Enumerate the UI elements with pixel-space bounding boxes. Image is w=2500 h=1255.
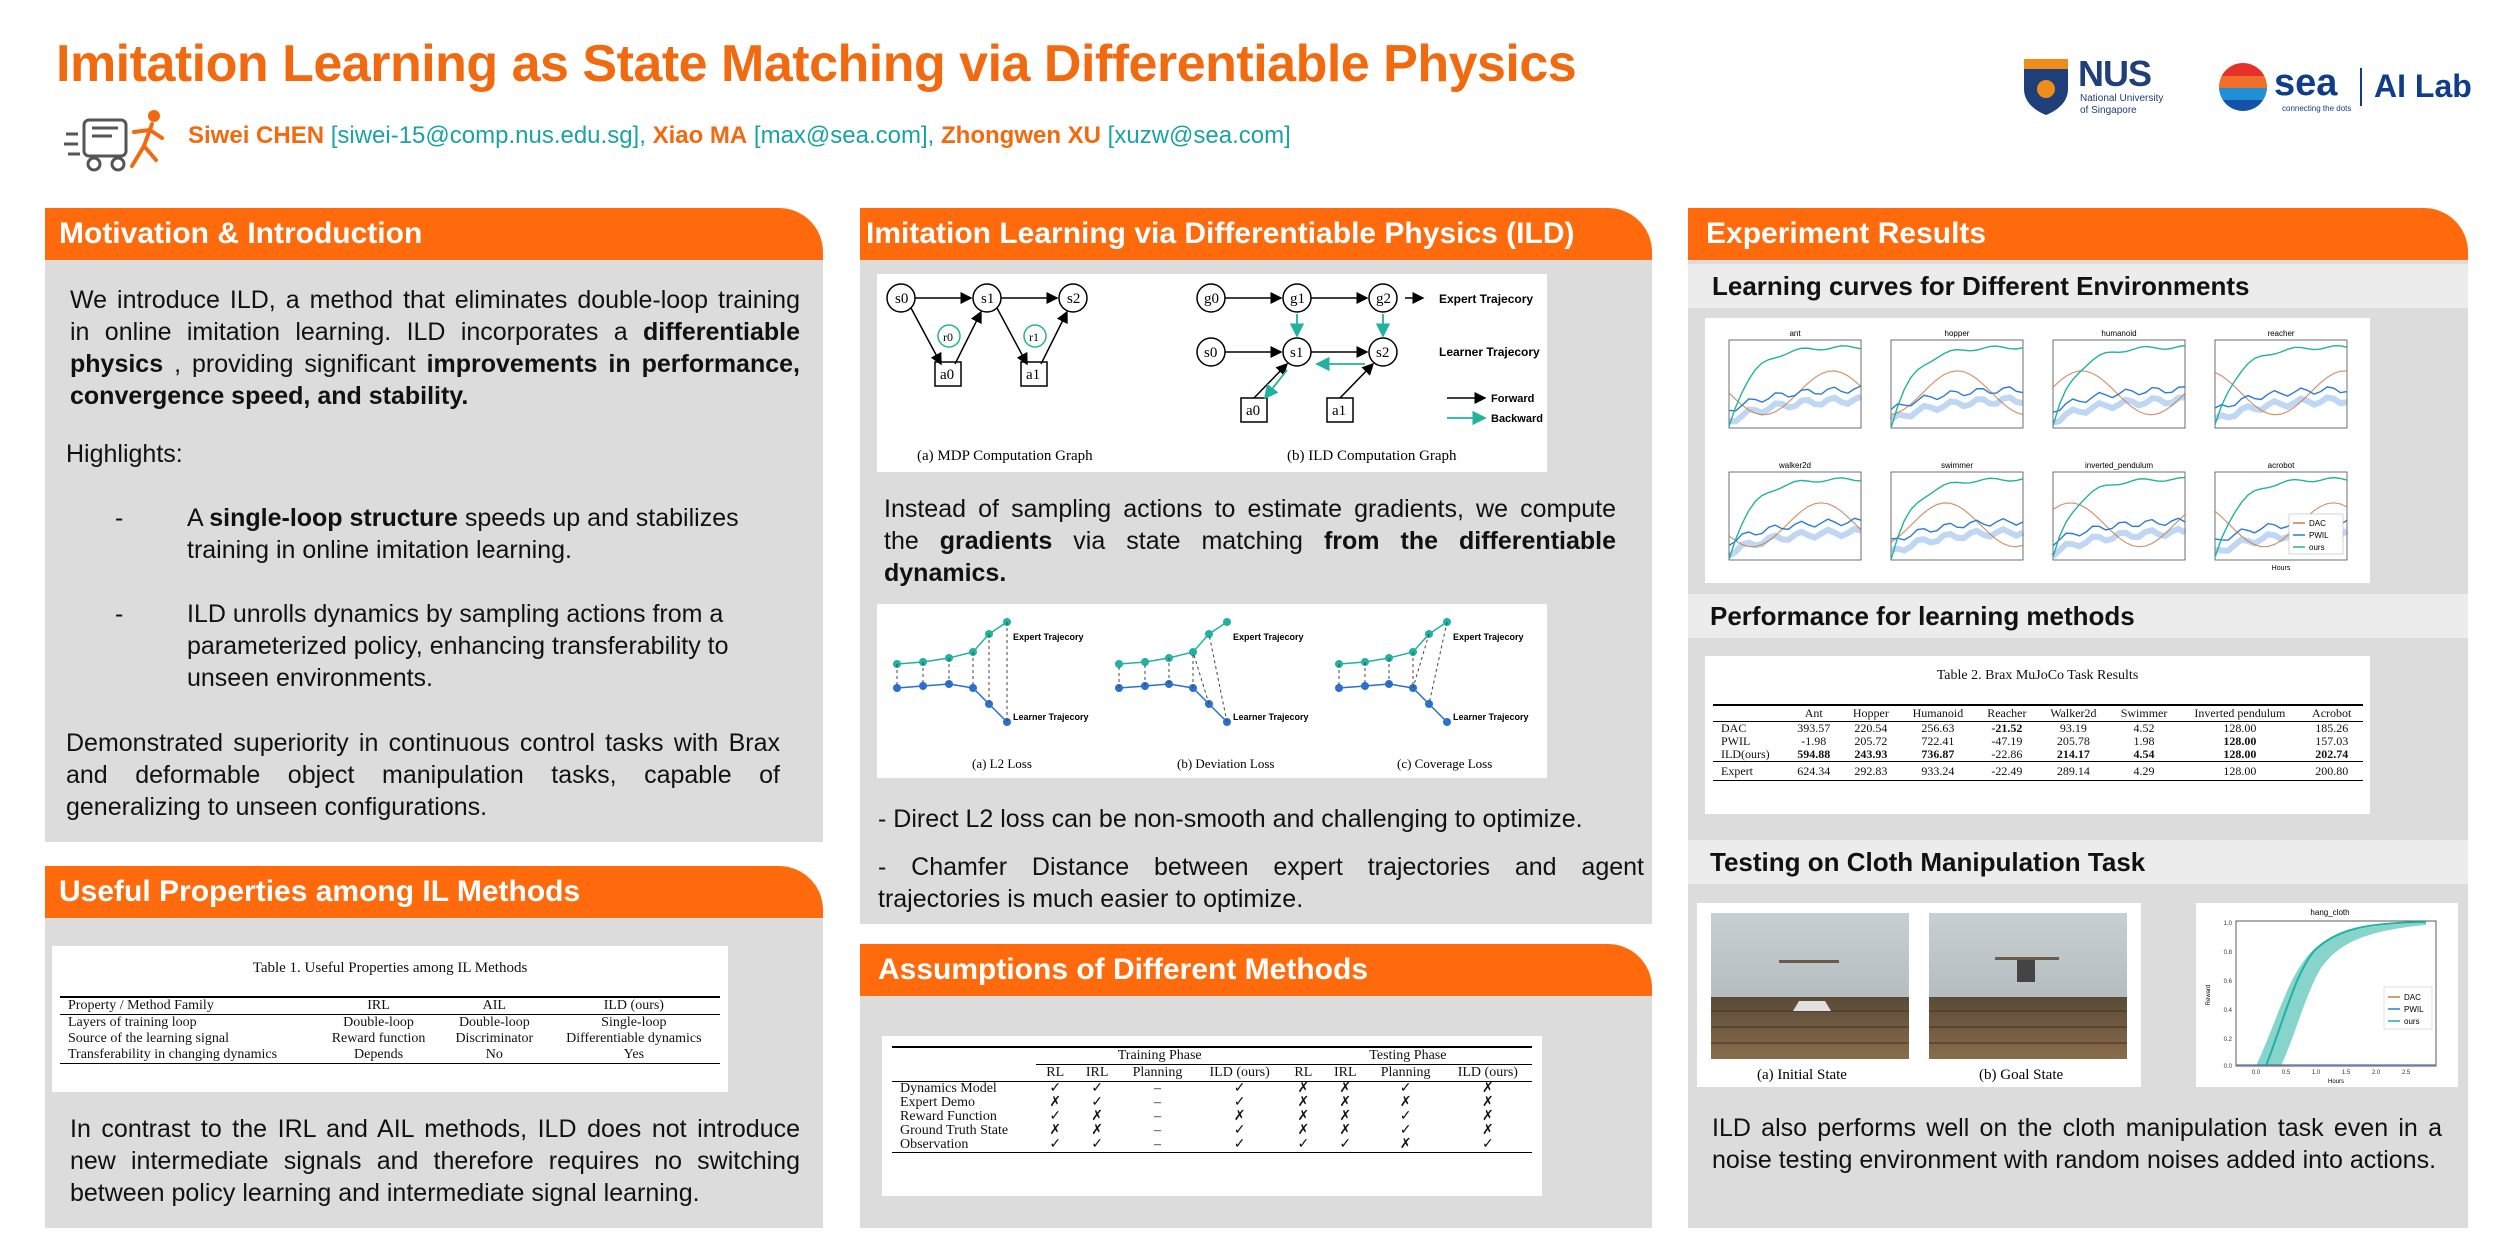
row-label: Dynamics Model (900, 1081, 997, 1096)
graph-caption: (a) MDP Computation Graph (917, 448, 1093, 464)
assumptions-body (892, 1082, 1532, 1153)
sea-wordmark: sea (2274, 62, 2338, 104)
table-row (60, 1031, 720, 1047)
graph-node-label: s2 (1376, 345, 1390, 361)
highlight-bullet (115, 502, 780, 572)
graph-node-label: g1 (1290, 291, 1305, 307)
loss-expert-label: Expert Trajecory (1453, 632, 1524, 642)
cloth-legend (2384, 987, 2432, 1029)
motivation-heading: Motivation & Introduction (45, 208, 823, 260)
table-header: IRL (1085, 1065, 1109, 1080)
author-list (188, 122, 1291, 150)
table-cell: ✓ (1091, 1081, 1103, 1096)
author-sep: , (639, 122, 653, 149)
graph-node-label: a1 (1332, 403, 1347, 419)
table-cell: 594.88 (1797, 747, 1831, 761)
cloth-text: ILD also performs well on the cloth manipulation task even in a noise testing environment with random noises added into actions. (1712, 1114, 2442, 1174)
table-cell: No (485, 1047, 503, 1062)
loss-expert-label: Expert Trajecory (1233, 632, 1304, 642)
table-header: Reacher (1987, 706, 2027, 720)
forward-label: Forward (1491, 393, 1535, 405)
graph-node-label: s0 (895, 291, 909, 307)
table1 (60, 996, 720, 1064)
nus-subtitle: National University (2080, 93, 2164, 104)
table-cell: 933.24 (1921, 764, 1955, 778)
coverage-loss-diagram (1335, 618, 1529, 726)
table-header: ILD (ours) (1209, 1065, 1270, 1080)
intro-bold: differentiable physics (70, 318, 800, 378)
ild-heading: Imitation Learning via Differentiable Physics (ILD) (860, 208, 1652, 260)
table-row (1713, 748, 2363, 762)
table-header: Inverted pendulum (2194, 706, 2286, 720)
initial-state-image (1711, 913, 1909, 1059)
table-header: AIL (482, 998, 506, 1013)
plot-title: walker2d (1778, 461, 1812, 470)
svg-text:0.4: 0.4 (2223, 1008, 2232, 1014)
loss-expert-label: Expert Trajecory (1013, 632, 1084, 642)
table-cell: ✗ (1091, 1123, 1103, 1138)
author-email[interactable]: [siwei-15@comp.nus.edu.sg] (330, 122, 640, 149)
table-cell: Reward function (331, 1031, 426, 1046)
svg-text:0.0: 0.0 (2223, 1064, 2232, 1070)
loss-caption: (c) Coverage Loss (1397, 756, 1493, 771)
table-cell: 185.26 (2315, 721, 2349, 735)
svg-text:0.8: 0.8 (2223, 950, 2232, 956)
author-name: Xiao MA (652, 122, 748, 149)
bullet-dash: - (115, 600, 124, 628)
table-cell: Double-loop (458, 1015, 530, 1030)
table-cell: Depends (354, 1047, 404, 1062)
legend-label: ours (2404, 1017, 2420, 1026)
ild-text (884, 493, 1616, 589)
loss-caption: (b) Deviation Loss (1177, 756, 1275, 771)
l2-loss-diagram (893, 618, 1089, 726)
motivation-intro (70, 284, 800, 412)
table-cell: 1.98 (2133, 734, 2155, 748)
table-cell: Discriminator (455, 1031, 534, 1046)
plot-title: swimmer (1941, 461, 1973, 470)
table-row (892, 1124, 1532, 1138)
table-cell: 289.14 (2056, 764, 2090, 778)
table-cell: 157.03 (2315, 734, 2349, 748)
table-header: Planning (1380, 1065, 1431, 1080)
table-row (892, 1082, 1532, 1097)
table-cell: ✓ (1233, 1123, 1246, 1138)
backward-label: Backward (1491, 413, 1543, 425)
table-cell: ✗ (1339, 1123, 1352, 1138)
table-header: ILD (ours) (603, 998, 664, 1013)
sea-ai-lab-logo (2218, 62, 2478, 122)
motivation-outro: Demonstrated superiority in continuous control tasks with Brax and deformable object manipulation tasks, capable of generalizing to unseen configurations. (66, 729, 780, 821)
legend-label: PWIL (2404, 1005, 2424, 1014)
plot-title: humanoid (2101, 329, 2137, 338)
learning-curve-plot (1729, 461, 1861, 560)
nus-logo (2020, 55, 2180, 125)
bullet-text-part: A (187, 504, 210, 532)
table-cell: 220.54 (1854, 721, 1888, 735)
row-label: Reward Function (900, 1109, 997, 1124)
table-cell: PWIL (1721, 734, 1751, 748)
table-cell: ✓ (1233, 1095, 1246, 1110)
graph-node-label: r1 (1029, 330, 1039, 344)
table-cell: Layers of training loop (68, 1015, 197, 1030)
ild-text-bold: from the differentiable dynamics. (884, 527, 1616, 587)
table-cell: ✗ (1049, 1095, 1062, 1110)
table-header: Acrobot (2312, 706, 2352, 720)
table-header: Humanoid (1912, 706, 1964, 720)
table1-caption: Table 1. Useful Properties among IL Methods (252, 960, 528, 976)
legend-label: DAC (2309, 519, 2326, 528)
table-cell: – (1153, 1123, 1161, 1138)
table-cell: 128.00 (2223, 764, 2257, 778)
sea-tagline: connecting the dots (2282, 104, 2352, 113)
graph-node-label: s1 (981, 291, 995, 307)
cloth-subheading: Testing on Cloth Manipulation Task (1688, 840, 2468, 884)
table-cell: -47.19 (1991, 734, 2023, 748)
table-header: Planning (1132, 1065, 1183, 1080)
table-cell: ✓ (1091, 1137, 1103, 1152)
table-cell: -21.52 (1991, 721, 2023, 735)
table-cell: 736.87 (1921, 747, 1955, 761)
table2-caption: Table 2. Brax MuJoCo Task Results (1936, 668, 2139, 683)
table-cell: 256.63 (1921, 721, 1955, 735)
loss-learner-label: Learner Trajecory (1233, 712, 1309, 722)
bullet-text: ILD unrolls dynamics by sampling actions from a parameterized policy, enhancing transferability to unseen environments. (187, 600, 729, 692)
legend-label: ours (2309, 543, 2325, 552)
table-cell: 128.00 (2223, 721, 2257, 735)
table-cell: ILD(ours) (1721, 747, 1770, 761)
table-cell: 202.74 (2315, 747, 2349, 761)
bullet-dash: - (115, 504, 124, 532)
learning-curve-plot (2053, 461, 2185, 560)
learning-curve-plot (2215, 329, 2347, 428)
table-cell: Source of the learning signal (68, 1031, 229, 1046)
graph-node-label: s2 (1067, 291, 1081, 307)
graph-node-label: r0 (943, 330, 953, 344)
table-cell: Expert (1721, 764, 1753, 778)
training-phase-header: Training Phase (1036, 1047, 1284, 1065)
plot-title: acrobot (2267, 461, 2295, 470)
row-label: Ground Truth State (900, 1123, 1009, 1138)
table-cell: 243.93 (1854, 747, 1888, 761)
svg-text:0.0: 0.0 (2251, 1070, 2261, 1076)
table-header: Hopper (1852, 706, 1889, 720)
running-robot-logo (62, 106, 172, 176)
table-cell: 722.41 (1921, 734, 1955, 748)
curves-subheading: Learning curves for Different Environments (1688, 264, 2468, 308)
table-cell: 128.00 (2223, 734, 2257, 748)
loss-learner-label: Learner Trajecory (1013, 712, 1089, 722)
table-cell: – (1153, 1137, 1161, 1152)
table-cell: DAC (1721, 721, 1747, 735)
table-header: IRL (1333, 1065, 1357, 1080)
ai-lab-wordmark: AI Lab (2374, 68, 2472, 104)
table-header (1713, 705, 1786, 722)
expert-traj-label: Expert Trajecory (1439, 292, 1534, 306)
cloth-plot-title: hang_cloth (2310, 908, 2350, 917)
learner-traj-label: Learner Trajecory (1439, 345, 1540, 359)
table-cell: ✓ (1091, 1095, 1103, 1110)
table-row (1713, 722, 2363, 736)
table-header: ILD (ours) (1457, 1065, 1518, 1080)
graph-node-label: a1 (1026, 367, 1041, 383)
svg-text:2.0: 2.0 (2371, 1070, 2381, 1076)
cloth-caption: (a) Initial State (1757, 1067, 1847, 1083)
table-cell: ✗ (1339, 1095, 1352, 1110)
table-header: Property / Method Family (68, 998, 214, 1013)
properties-heading: Useful Properties among IL Methods (45, 866, 823, 918)
table-cell: 292.83 (1854, 764, 1888, 778)
perf-subheading: Performance for learning methods (1688, 594, 2468, 638)
plot-title: reacher (2267, 329, 2295, 338)
table-cell: 128.00 (2223, 747, 2257, 761)
curves-legend (2289, 514, 2343, 554)
graph-node-label: s0 (1204, 345, 1218, 361)
table-cell: ✓ (1399, 1123, 1412, 1138)
bullet-text (187, 502, 780, 566)
table-cell: ✗ (1481, 1095, 1494, 1110)
table-cell: ✓ (1481, 1137, 1494, 1152)
plot-title: inverted_pendulum (2084, 461, 2154, 470)
intro-text: We introduce ILD, a method that eliminates double-loop training in online imitation learning. ILD incorporates a (70, 286, 800, 346)
cloth-states-figure (1697, 903, 2141, 1087)
table-cell: Yes (623, 1047, 645, 1062)
table1-figure (52, 946, 728, 1092)
ours-curve (2053, 345, 2185, 425)
intro-text: , providing significant (163, 350, 427, 378)
table-row (892, 1138, 1532, 1153)
table-header: IRL (367, 998, 390, 1013)
cloth-xlabel: Hours (2327, 1079, 2345, 1085)
curves-xlabel: Hours (2271, 565, 2291, 572)
svg-text:0.2: 0.2 (2223, 1037, 2232, 1043)
table-cell: ✓ (1049, 1109, 1062, 1124)
testing-phase-header: Testing Phase (1284, 1047, 1532, 1065)
table-cell: – (1153, 1109, 1161, 1124)
goal-state-image (1929, 913, 2127, 1059)
table-cell: Differentiable dynamics (566, 1031, 702, 1046)
author-email[interactable]: [xuzw@sea.com] (1107, 122, 1291, 149)
table-cell: -1.98 (1801, 734, 1827, 748)
table-cell: 624.34 (1797, 764, 1831, 778)
logo-divider (2360, 68, 2362, 106)
author-name: Zhongwen XU (941, 122, 1101, 149)
ours-curve (1729, 346, 1861, 426)
table-cell: ✓ (1049, 1081, 1062, 1096)
svg-text:1.0: 1.0 (2223, 921, 2232, 927)
table-cell: ✗ (1297, 1123, 1310, 1138)
table-cell: ✗ (1297, 1095, 1310, 1110)
assumptions-heading: Assumptions of Different Methods (860, 944, 1652, 996)
deviation-loss-diagram (1115, 618, 1309, 726)
graph-node-label: g2 (1376, 291, 1391, 307)
highlights-label: Highlights: (66, 440, 183, 468)
ild-text-part: via state matching (1052, 527, 1324, 555)
table-row (892, 1110, 1532, 1124)
svg-text:0.6: 0.6 (2223, 979, 2232, 985)
svg-text:1.0: 1.0 (2311, 1070, 2321, 1076)
table-row (60, 1015, 720, 1032)
intro-bold: improvements in performance, convergence speed, and stability. (70, 350, 800, 410)
svg-text:0.5: 0.5 (2281, 1070, 2291, 1076)
table2-figure (1705, 656, 2370, 814)
table-cell: Double-loop (343, 1015, 414, 1030)
highlight-bullet (115, 598, 780, 698)
row-label: Expert Demo (900, 1095, 976, 1110)
table-cell: ✗ (1481, 1081, 1494, 1096)
table-cell: 4.54 (2133, 747, 2155, 761)
table-cell: ✗ (1233, 1109, 1246, 1124)
legend-label: DAC (2404, 993, 2421, 1002)
bullet-text-part: speeds up and stabilizes training in online imitation learning. (187, 504, 739, 564)
svg-text:1.5: 1.5 (2341, 1070, 2351, 1076)
table-cell: 214.17 (2056, 747, 2090, 761)
table-header: Walker2d (2050, 706, 2097, 720)
table-cell: ✗ (1339, 1109, 1352, 1124)
plot-title: ant (1789, 329, 1801, 338)
bullet-bold: single-loop structure (209, 504, 458, 532)
table-cell: ✗ (1481, 1109, 1494, 1124)
legend-label: PWIL (2309, 531, 2329, 540)
table-cell: 4.52 (2133, 721, 2155, 735)
loss-figure (877, 604, 1547, 778)
table-cell: 205.72 (1854, 734, 1888, 748)
table-cell: – (1153, 1081, 1161, 1096)
table-cell: ✓ (1049, 1137, 1062, 1152)
table-cell: ✓ (1399, 1081, 1412, 1096)
assumptions-table (892, 1046, 1532, 1153)
cloth-ylabel: Reward (2206, 984, 2212, 1006)
cloth-caption: (b) Goal State (1979, 1067, 2064, 1083)
table-cell: ✗ (1399, 1095, 1412, 1110)
ild-note-l2: - Direct L2 loss can be non-smooth and challenging to optimize. (878, 805, 1583, 833)
table-cell: ✓ (1339, 1137, 1352, 1152)
nus-subtitle: of Singapore (2080, 105, 2137, 116)
ild-text-bold: gradients (939, 527, 1053, 555)
table-cell: 200.80 (2315, 764, 2349, 778)
graph-node-label: a0 (940, 367, 955, 383)
poster-title: Imitation Learning as State Matching via Differentiable Physics (56, 35, 1577, 93)
computation-graph-figure (877, 274, 1547, 472)
author-email[interactable]: [max@sea.com] (753, 122, 928, 149)
properties-text: In contrast to the IRL and AIL methods, ILD does not introduce new intermediate signals and therefore requires no switching between policy learning and intermediate signal learning. (70, 1115, 800, 1207)
table-cell: ✗ (1091, 1109, 1103, 1124)
table-cell: ✗ (1049, 1123, 1062, 1138)
table-cell: Transferability in changing dynamics (68, 1047, 278, 1062)
table-header: Ant (1804, 706, 1823, 720)
table-cell: ✓ (1233, 1081, 1246, 1096)
graph-node-label: a0 (1246, 403, 1261, 419)
table-row (60, 1047, 720, 1064)
table-row (892, 1096, 1532, 1110)
loss-caption: (a) L2 Loss (972, 756, 1032, 771)
table-cell: ✗ (1399, 1137, 1412, 1152)
hang-cloth-plot (2196, 903, 2458, 1087)
table-cell: ✗ (1481, 1123, 1494, 1138)
table-cell: 393.57 (1797, 721, 1831, 735)
table-cell: 93.19 (2059, 721, 2087, 735)
author-sep: , (927, 122, 942, 149)
table-cell: 4.29 (2133, 764, 2155, 778)
nus-wordmark: NUS (2078, 53, 2152, 94)
learning-curve-plot (1891, 329, 2023, 428)
learning-curve-plot (1891, 461, 2023, 560)
assumptions-table-figure (882, 1036, 1542, 1196)
ild-note-chamfer: - Chamfer Distance between expert trajectories and agent trajectories is much easier to optimize. (878, 853, 1644, 913)
table-cell: 205.78 (2056, 734, 2090, 748)
svg-text:2.5: 2.5 (2401, 1070, 2411, 1076)
graph-caption: (b) ILD Computation Graph (1287, 448, 1457, 464)
table-cell: -22.49 (1991, 764, 2023, 778)
graph-node-label: s1 (1290, 345, 1304, 361)
learning-curve-plot (2053, 329, 2185, 428)
learning-curves-figure (1705, 318, 2370, 583)
table-header: RL (1046, 1065, 1065, 1080)
table-cell: ✓ (1399, 1109, 1412, 1124)
loss-learner-label: Learner Trajecory (1453, 712, 1529, 722)
author-name: Siwei CHEN (188, 122, 325, 149)
row-label: Observation (900, 1137, 969, 1152)
table-header: Swimmer (2120, 706, 2168, 720)
table-cell: ✗ (1297, 1081, 1310, 1096)
table-cell: ✓ (1233, 1137, 1246, 1152)
ild-text-part: Instead of sampling actions to estimate gradients, we compute the (884, 495, 1616, 555)
table-cell: ✗ (1339, 1081, 1352, 1096)
experiments-heading: Experiment Results (1688, 208, 2468, 260)
graph-node-label: g0 (1204, 291, 1219, 307)
table-cell: ✗ (1297, 1109, 1310, 1124)
table-header: RL (1294, 1065, 1313, 1080)
table2 (1713, 704, 2363, 781)
plot-title: hopper (1944, 329, 1970, 338)
learning-curve-plot (1729, 329, 1861, 428)
table-cell: ✓ (1297, 1137, 1310, 1152)
table-cell: – (1153, 1095, 1161, 1110)
table-cell: -22.86 (1991, 747, 2023, 761)
table-cell: Single-loop (601, 1015, 667, 1030)
